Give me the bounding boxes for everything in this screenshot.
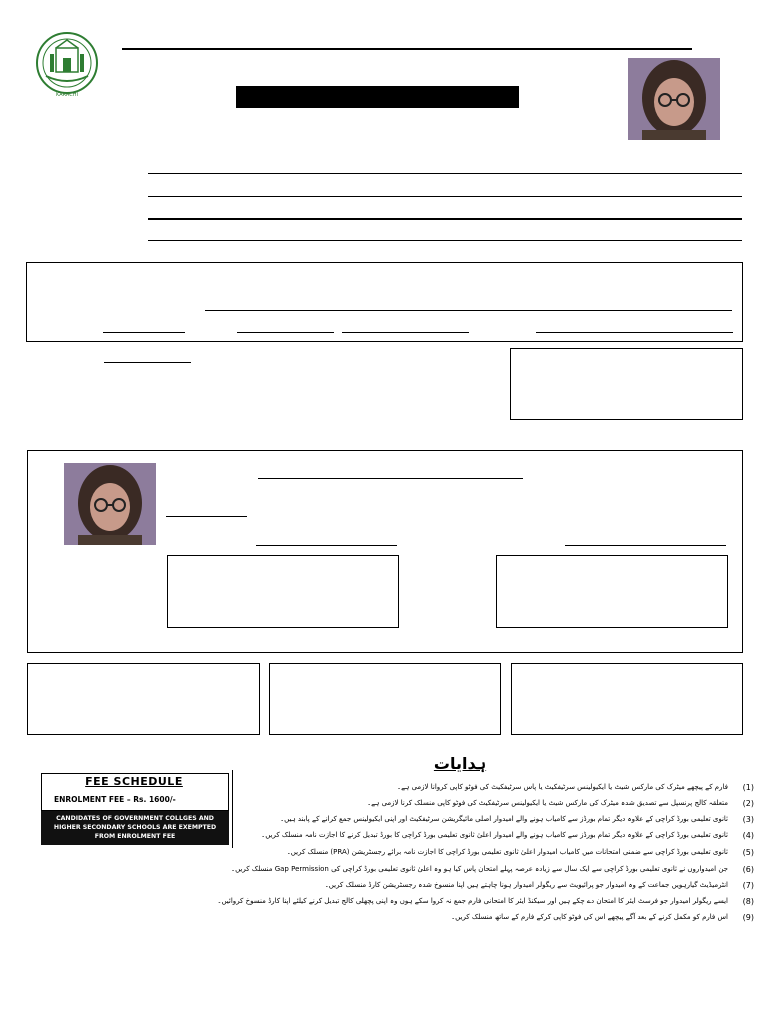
instruction-item-8: [188, 896, 754, 907]
slip-line-top: [258, 478, 523, 479]
instruction-item-4: [188, 830, 754, 841]
short-line-left: [104, 362, 191, 363]
section1-line-b: [237, 332, 334, 333]
instruction-text: اس فارم کو مکمل کرنے کے بعد آگے پیچھے اس کی فوٹو کاپی کرکے فارم کے ساتھ منسلک کریں۔: [451, 913, 728, 921]
candidate-portrait-icon: [628, 58, 720, 140]
instruction-text: ثانوی تعلیمی بورڈ کراچی سے ضمنی امتحانات میں کامیاب امیدوار اعلیٰ ثانوی تعلیمی بورڈ کراچی کا اجازت نامہ برائے رجسٹریشن (PRA) منسلک کریں۔: [286, 848, 728, 856]
slip-box-right: [496, 555, 728, 628]
section1-line-d: [536, 332, 733, 333]
slip-box-left: [167, 555, 399, 628]
slip-line-short: [166, 516, 247, 517]
detail-line-2: [148, 196, 742, 197]
detail-line-4: [148, 240, 742, 241]
lower-box-1: [27, 663, 260, 735]
detail-line-3: [148, 218, 742, 220]
instruction-text: ثانوی تعلیمی بورڈ کراچی کے علاوہ دیگر تمام بورڈز سے کامیاب ہونے والے امیدوار اعلیٰ ثانوی تعلیمی بورڈ کراچی کا بورڈ تبدیل کرنے کا اجازت نامہ منسلک کریں۔: [261, 831, 728, 839]
form-title-bar: [236, 86, 519, 108]
instruction-text: ثانوی تعلیمی بورڈ کراچی کے علاوہ دیگر تمام بورڈز سے کامیاب ہونے والے امیدوار اصلی مائیگریشن سرٹیفکیٹ اور اپنی ایکیولینس جمع کرانے کے پابند ہیں۔: [280, 815, 728, 823]
instruction-text: فارم کے پیچھے میٹرک کی مارکس شیٹ یا ایکیولینس سرٹیفکیٹ یا پاس سرٹیفکیٹ کی فوٹو کاپی کروانا لازمی ہے۔: [397, 783, 728, 791]
instruction-item-1: [188, 782, 754, 793]
lower-box-2: [269, 663, 501, 735]
instruction-number: (4): [742, 831, 754, 840]
slip-line-right: [565, 545, 726, 546]
university-logo: [34, 30, 100, 100]
instruction-item-3: [188, 814, 754, 825]
instruction-number: (9): [742, 913, 754, 922]
section-box-1: [26, 262, 743, 342]
instruction-number: (2): [742, 799, 754, 808]
candidate-photo-top: [628, 58, 720, 140]
logo-caption: KARACHI: [56, 92, 78, 98]
instruction-number: (8): [742, 897, 754, 906]
header-top-rule: [122, 48, 692, 50]
section1-line-c: [342, 332, 469, 333]
instruction-number: (7): [742, 881, 754, 890]
section1-line-a: [103, 332, 185, 333]
instruction-text: متعلقہ کالج پرنسپل سے تصدیق شدہ میٹرک کی مارکس شیٹ یا ایکیولینس سرٹیفکیٹ کی فوٹو کاپی منسلک کرنا لازمی ہے۔: [367, 799, 728, 807]
instruction-number: (5): [742, 848, 754, 857]
instruction-text: جن امیدواروں نے ثانوی تعلیمی بورڈ کراچی سے ایک سال سے زیادہ عرصہ پہلے امتحان پاس کیا ہو وہ اعلیٰ ثانوی تعلیمی بورڈ کراچی کی Gap Permission منسلک کریں۔: [231, 865, 728, 873]
instructions-heading: ہدایات: [433, 754, 487, 773]
stamp-box-top: [510, 348, 743, 420]
enrolment-fee-label: ENROLMENT FEE – Rs. 1600/-: [54, 795, 176, 804]
instruction-number: (6): [742, 865, 754, 874]
instruction-number: (3): [742, 815, 754, 824]
instruction-item-7: [188, 880, 754, 891]
instruction-item-6: [188, 864, 754, 875]
instruction-text: ایسے ریگولر امیدوار جو فرسٹ ایئر کا امتحان دے چکے ہیں اور سیکنڈ ایئر کا امتحانی فارم جمع نہ کروا سکے ہوں وہ اپنی پچھلی کالج تبدیل کرنے کیلئے اپنا کارڈ منسوخ کروائیں۔: [217, 897, 728, 905]
instruction-item-9: [188, 912, 754, 923]
instruction-text: انٹرمیڈیٹ گیارہویں جماعت کے وہ امیدوار جو پرائیویٹ سے ریگولر امیدوار ہونا چاہتے ہیں اپنا منسوخ شدہ رجسٹریشن کارڈ منسلک کریں۔: [324, 881, 728, 889]
instruction-item-5: [188, 847, 754, 858]
fee-schedule-title: FEE SCHEDULE: [85, 775, 183, 788]
candidate-portrait-icon: [64, 463, 156, 545]
instruction-item-2: [188, 798, 754, 809]
lower-box-3: [511, 663, 743, 735]
section1-line-long: [205, 310, 732, 311]
slip-line-mid: [256, 545, 397, 546]
detail-line-1: [148, 173, 742, 174]
candidate-photo-slip: [64, 463, 156, 545]
fee-exemption-note: CANDIDATES OF GOVERNMENT COLLGES AND HIGHER SECONDARY SCHOOLS ARE EXEMPTED FROM ENROLMENT FEE: [41, 811, 229, 845]
instruction-number: (1): [742, 783, 754, 792]
university-seal-logo-icon: [34, 30, 100, 100]
